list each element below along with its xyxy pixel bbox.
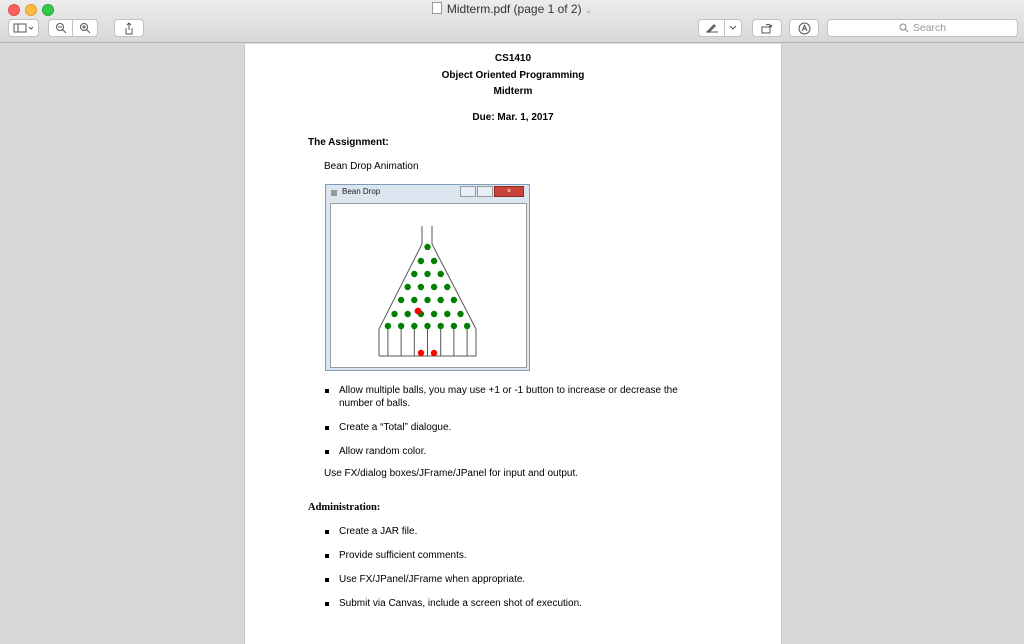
peg <box>411 271 417 277</box>
assignment-title: Bean Drop Animation <box>324 161 419 172</box>
screenshot-window-controls <box>459 186 524 197</box>
peg <box>424 271 430 277</box>
annotate-icon <box>798 22 811 35</box>
course-name: Object Oriented Programming <box>441 70 585 81</box>
slot-ball <box>418 350 424 356</box>
sidebar-button[interactable] <box>8 19 39 37</box>
bullet-marker <box>325 530 329 534</box>
search-icon <box>899 23 909 33</box>
chevron-down-icon <box>729 25 737 31</box>
course-code: CS1410 <box>494 53 532 64</box>
assignment-bullet-1: Allow multiple balls, you may use +1 or -1 button to increase or decrease the <box>339 385 678 396</box>
funnel-wall <box>379 244 422 329</box>
sidebar-icon <box>13 23 35 33</box>
markup-dropdown-button[interactable] <box>724 19 742 37</box>
admin-bullet-4: Submit via Canvas, include a screen shot of execution. <box>339 598 582 609</box>
screenshot-window-title: Bean Drop <box>342 187 381 196</box>
pdf-page[interactable] <box>244 44 782 644</box>
assignment-bullet-1-cont: number of balls. <box>339 398 411 409</box>
zoom-out-button[interactable] <box>48 19 73 37</box>
administration-heading: Administration: <box>308 502 381 513</box>
assignment-bullet-2: Create a “Total” dialogue. <box>339 422 452 433</box>
admin-bullet-1: Create a JAR file. <box>339 526 418 537</box>
peg <box>438 271 444 277</box>
peg <box>431 311 437 317</box>
peg <box>457 311 463 317</box>
annotate-button[interactable] <box>789 19 819 37</box>
zoom-in-button[interactable] <box>72 19 98 37</box>
close-icon: × <box>494 186 524 197</box>
io-note: Use FX/dialog boxes/JFrame/JPanel for input and output. <box>324 468 579 479</box>
search-field[interactable] <box>827 19 1018 37</box>
rotate-icon <box>761 22 773 34</box>
peg <box>424 323 430 329</box>
peg <box>444 311 450 317</box>
peg <box>398 323 404 329</box>
markup-pen-icon <box>705 23 719 33</box>
bullet-marker <box>325 389 329 393</box>
peg <box>405 311 411 317</box>
admin-bullet-2: Provide sufficient comments. <box>339 550 467 561</box>
peg <box>438 297 444 303</box>
bean-drop-canvas <box>330 203 527 368</box>
peg <box>451 323 457 329</box>
pdf-document-icon <box>432 2 442 14</box>
peg <box>451 297 457 303</box>
app-window-icon <box>331 190 337 196</box>
zoom-in-icon <box>79 22 91 34</box>
peg <box>418 258 424 264</box>
chevron-down-icon: ⌄ <box>584 5 593 15</box>
peg <box>411 323 417 329</box>
falling-ball <box>415 308 422 315</box>
peg <box>444 284 450 290</box>
peg <box>431 258 437 264</box>
peg <box>398 297 404 303</box>
assignment-heading: The Assignment: <box>308 137 389 148</box>
minimize-icon <box>460 186 476 197</box>
share-icon <box>123 22 135 35</box>
peg <box>424 297 430 303</box>
zoom-out-icon <box>55 22 67 34</box>
slot-ball <box>431 350 437 356</box>
bullet-marker <box>325 602 329 606</box>
peg <box>411 297 417 303</box>
admin-bullet-3: Use FX/JPanel/JFrame when appropriate. <box>339 574 526 585</box>
share-button[interactable] <box>114 19 144 37</box>
peg <box>424 244 430 250</box>
bean-drop-board <box>331 204 526 367</box>
peg <box>438 323 444 329</box>
search-placeholder: Search <box>912 22 947 34</box>
bullet-marker <box>325 554 329 558</box>
title-bar <box>0 0 1024 43</box>
peg <box>464 323 470 329</box>
bullet-marker <box>325 578 329 582</box>
bean-drop-screenshot <box>325 184 530 371</box>
peg <box>431 284 437 290</box>
maximize-icon <box>477 186 493 197</box>
exam-title: Midterm <box>493 86 533 97</box>
due-date: Due: Mar. 1, 2017 <box>472 112 554 123</box>
peg <box>418 284 424 290</box>
bullet-marker <box>325 426 329 430</box>
window-title-text: Midterm.pdf (page 1 of 2) <box>446 2 582 16</box>
markup-button[interactable] <box>698 19 725 37</box>
funnel-wall <box>432 244 476 329</box>
peg <box>385 323 391 329</box>
peg <box>405 284 411 290</box>
bullet-marker <box>325 450 329 454</box>
rotate-button[interactable] <box>752 19 782 37</box>
assignment-bullet-3: Allow random color. <box>339 446 427 457</box>
peg <box>391 311 397 317</box>
window-title[interactable] <box>0 2 1024 16</box>
